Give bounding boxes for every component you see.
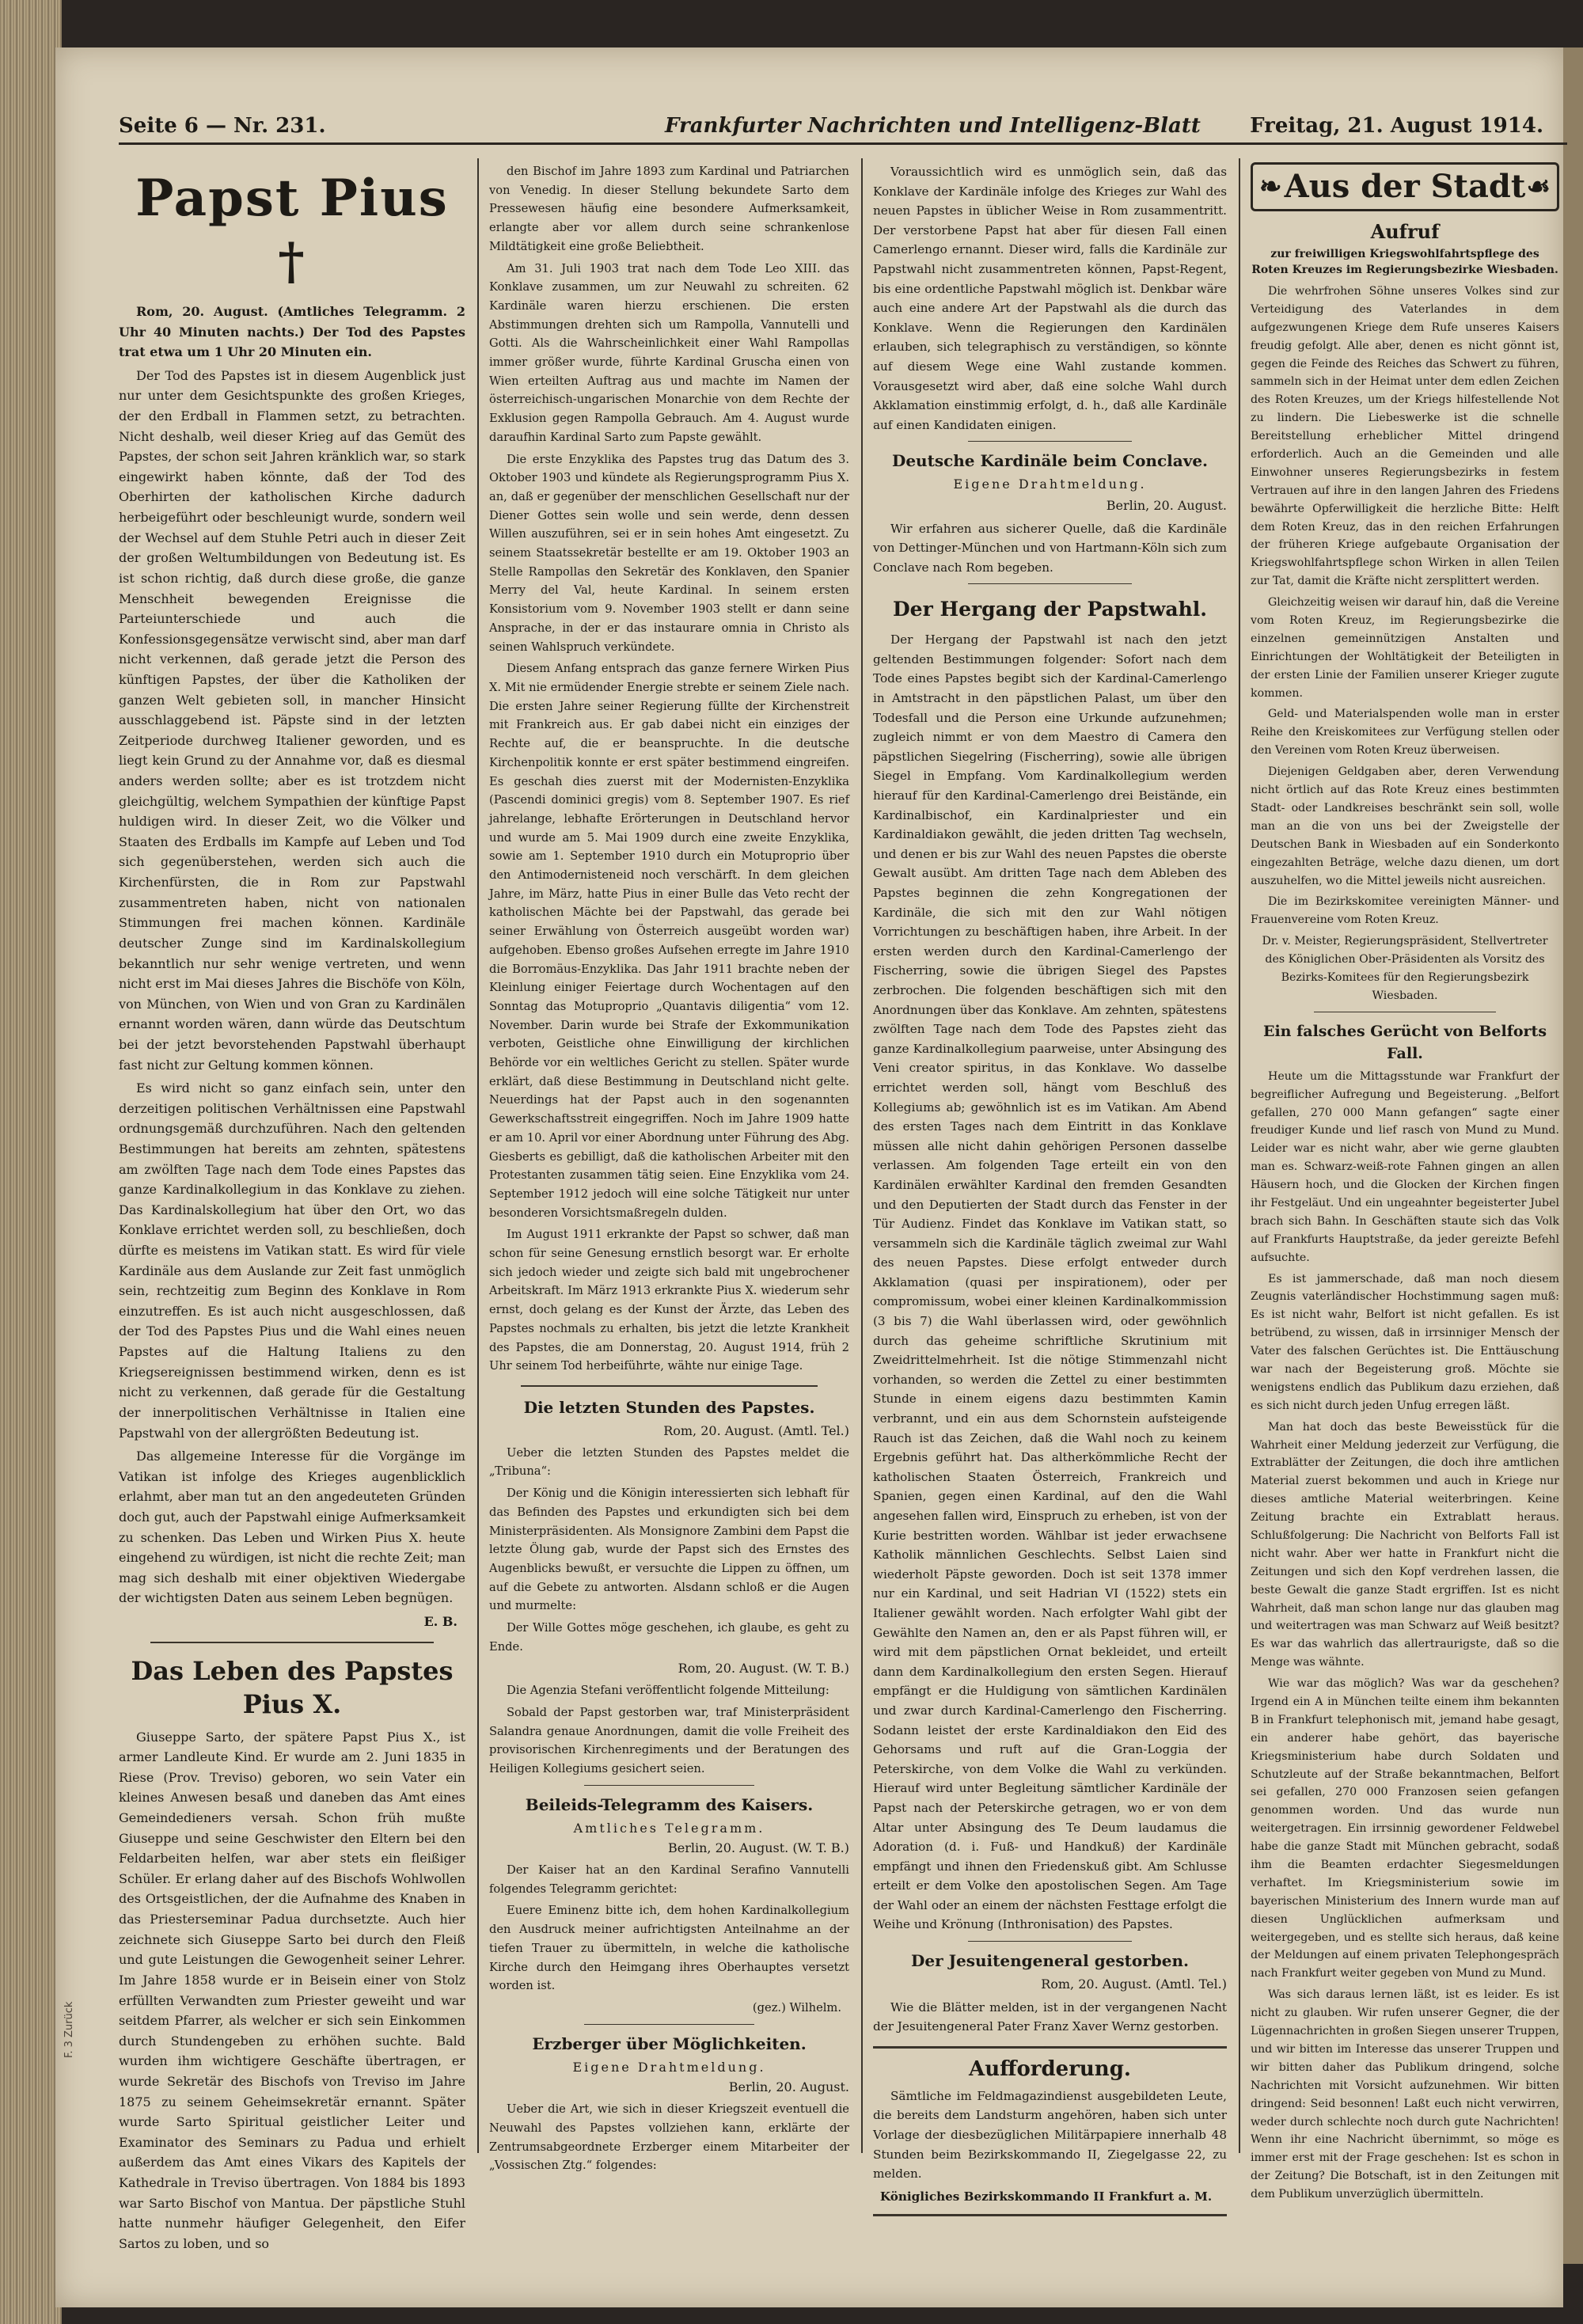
- divider: [584, 2024, 754, 2025]
- column-3: [873, 162, 1227, 2216]
- subheading: Eigene Drahtmeldung.: [953, 477, 1147, 492]
- masthead: [119, 111, 1567, 145]
- dateline: Rom, 20. August. (W. T. B.): [678, 1661, 849, 1677]
- article-paragraph: Diejenigen Geldgaben aber, deren Verwendung nicht örtlich auf das Rote Kreuz eines bestimmten Stadt- oder Landkreises beschränkt sein soll, wolle man an die von uns bei der Zweigstelle der Deutschen Bank in Wiesbaden auf ein Sonderkonto eingezahlten Beträge, welche dazu dienen, um dort auszuhelfen, wo die Mittel jeweils nicht ausreichen.: [1251, 765, 1559, 887]
- divider: [968, 583, 1132, 584]
- ornament-icon: ☙: [1526, 171, 1551, 203]
- headline-jesuitengeneral: Der Jesuitengeneral gestorben.: [911, 1951, 1189, 1971]
- subheading: Amtliches Telegramm.: [573, 1820, 765, 1836]
- book-spine-edge: [0, 0, 62, 2324]
- article-paragraph: Der König und die Königin interessierten sich lebhaft für das Befinden des Papstes und erkundigten sich bei dem Ministerpräsidenten. Als Monsignore Zambini dem Papst die letzte Ölung gab, wurde der Papst sich des Ernstes des Augenblicks bewußt, er versuchte die Lippen zu öffnen, um auf die Gebete zu antworten. Alsdann schloß er die Augen und murmelte:: [489, 1487, 849, 1613]
- dateline: Rom, 20. August. (Amtl. Tel.): [1041, 1977, 1227, 1992]
- article-paragraph: Geld- und Materialspenden wolle man in erster Reihe den Kreiskomitees zur Verfügung stellen oder den Vereinen vom Roten Kreuz überweisen.: [1251, 708, 1559, 758]
- headline-deutsche-kardinaele: Deutsche Kardinäle beim Conclave.: [891, 451, 1209, 471]
- section-title: Aus der Stadt: [1284, 168, 1526, 205]
- headline-aufruf: Aufruf: [1370, 220, 1440, 243]
- column-2: [489, 162, 849, 2178]
- notice-box: [873, 2046, 1227, 2217]
- page-edge-right: [1563, 47, 1583, 2264]
- column-rule: [1239, 158, 1240, 2153]
- article-paragraph: Ueber die letzten Stunden des Papstes meldet die „Tribuna“:: [489, 1445, 849, 1479]
- article-paragraph: Die im Bezirkskomitee vereinigten Männer- und Frauenvereine vom Roten Kreuz.: [1251, 895, 1559, 927]
- notice-text: Sämtliche im Feldmagazindienst ausgebildeten Leute, die bereits dem Landsturm angehören, haben sich unter Vorlage der diesbezüglichen Militärpapiere innerhalb 48 Stunden beim Bezirkskommando II, Ziegelgasse 22, zu melden.: [873, 2088, 1227, 2182]
- article-paragraph: Ueber die Art, wie sich in dieser Kriegszeit eventuell die Neuwahl des Papstes vollziehen kann, erklärte der Zentrumsabgeordnete Erzberger einem Mitarbeiter der „Vossischen Ztg.“ folgendes:: [489, 2102, 849, 2173]
- article-paragraph: Voraussichtlich wird es unmöglich sein, daß das Konklave der Kardinäle infolge des Krieges zur Wahl des neuen Papstes in üblicher Weise in Rom zusammentritt. Der verstorbene Papst hat aber für diesen Fall einen Camerlengo ernannt. Dieser wird, falls die Kardinäle zur Papstwahl nicht zusammentreten können, Papst-Regent, bis eine ordentliche Papstwahl möglich ist. Denkbar wäre auch eine andere Art der Papstwahl als die durch das Konklave. Wenn die Regierungen den Kardinälen erlauben, sich telegraphisch zu verständigen, so könnte auf diesem Wege eine Wahl zustande kommen. Vorausgesetzt wird aber, daß eine solche Wahl durch Akklamation einstimmig erfolgt, d. h., daß alle Kardinäle auf einen Kandidaten einigen.: [873, 165, 1227, 432]
- article-paragraph: Die wehrfrohen Söhne unseres Volkes sind zur Verteidigung des Vaterlandes in dem aufgezwungenen Kriege dem Rufe unseres Kaisers freudig gefolgt. Alle aber, denen es nicht gönnt ist, gegen die Feinde des Reiches das Schwert zu führen, sammeln sich in der Heimat unter dem edlen Zeichen des Roten Kreuzes, um der Kriegs hilfestellende Not zu lindern. Die Liebeswerke ist die schnelle Bereitstellung erheblicher Mittel dringend erforderlich. Auch an die Gemeinden und alle Einwohner unseres Regierungsbezirks in festem Vertrauen auf ihre in den langen Jahren des Friedens bewährte Opferwilligkeit die herzliche Bitte: Helft dem Roten Kreuz, das in den reichen Erfahrungen der früheren Kriege aufgebaute Organisation der Kriegswohlfahrtspflege schon Wirken in allen Teilen zur Tat, damit die Kräfte nicht zersplittert werden.: [1251, 285, 1559, 588]
- article-paragraph: Heute um die Mittagsstunde war Frankfurt der begreiflicher Aufregung und Begeisterung. „Belfort gefallen, 270 000 Mann gefangen“ sagte einer freudiger Kunde und lief rasch von Mund zu Mund. Leider war es nicht wahr, aber wie gerne glaubten man es. Schwarz-weiß-rote Fahnen gingen an allen Häusern hoch, und die Glocken der Kirchen fingen ihr Festgeläut. Und ein ungeahnter begeisterter Jubel brach sich Bahn. In Geschäften staute sich das Volk auf Frankfurts Hauptstraße, da jeder gereizte Befehl aufsuchte.: [1251, 1069, 1559, 1264]
- lead-paragraph: Rom, 20. August. (Amtliches Telegramm. 2 Uhr 40 Minuten nachts.) Der Tod des Papstes trat etwa um 1 Uhr 20 Minuten ein.: [119, 304, 465, 360]
- article-paragraph: Wir erfahren aus sicherer Quelle, daß die Kardinäle von Dettinger-München und von Hartmann-Köln sich zum Conclave nach Rom begeben.: [873, 521, 1227, 575]
- article-paragraph: Diesem Anfang entsprach das ganze fernere Wirken Pius X. Mit nie ermüdender Energie strebte er seinem Ziele nach. Die ersten Jahre seiner Regierung füllte der Kirchenstreit mit Frankreich aus. Er gab dabei nicht ein einziges der Rechte auf, die er beanspruchte. In die deutsche Kirchenpolitik konnte er erst später bestimmend eingreifen. Es geschah dies zuerst mit der Modernisten-Enzyklika (Pascendi dominici gregis) vom 8. September 1907. Es rief jahrelange, lebhafte Erörterungen in Deutschland hervor und wurde am 5. Mai 1909 durch eine zweite Enzyklika, sowie am 1. September 1910 durch ein Motuproprio über den Antimodernisteneid noch verschärft. In dem gleichen Jahre, im März, hatte Pius in einer Bulle das Veto recht der katholischen Mächte bei der Papstwahl, das gerade bei seiner Erwählung von Österreich ausgeübt worden war) aufgehoben. Ebenso großes Aufsehen erregte im Jahre 1910 die Borromäus-Enzyklika. Das Jahr 1911 brachte neben der Kleinlung einiger Feiertage durch Wochentagen auf den Sonntag das Motuproprio „Quantavis diligentia“ vom 12. November. Darin wurde bei Strafe der Exkommunikation verboten, Geistliche ohne Einwilligung der kirchlichen Behörde vor ein weltliches Gericht zu stellen. Später wurde erklärt, daß diese Bestimmung in Deutschland nicht gelte. Neuerdings hat der Papst auch in den sogenannten Gewerkschaftsstreit eingegriffen. Noch im Jahre 1909 hatte er am 10. April vor einer Abordnung unter Führung des Abg. Giesberts es gebilligt, daß die katholischen Arbeiter mit den Protestanten zusammen tätig seien. Eine Enzyklika vom 24. September 1912 jedoch will eine solche Tätigkeit nur unter besonderen Vorsichtsmaßregeln dulden.: [489, 662, 849, 1220]
- article-paragraph: Gleichzeitig weisen wir darauf hin, daß die Vereine vom Roten Kreuz, im Regierungsbezirke die einzelnen gemeinnützigen Anstalten und Einrichtungen der Wohltätigkeit der Beteiligten in der ersten Linie der Familien unserer Krieger zugute kommen.: [1251, 596, 1559, 700]
- newspaper-title: Frankfurter Nachrichten und Intelligenz-Blatt: [665, 114, 1201, 138]
- headline-belfort: Ein falsches Gerücht von Belforts Fall.: [1262, 1022, 1547, 1062]
- article-paragraph: den Bischof im Jahre 1893 zum Kardinal und Patriarchen von Venedig. In dieser Stellung bekundete Sarto dem Pressewesen häufig eine besondere Aufmerksamkeit, erlangte aber vor allem durch seine schrankenlose Mildtätigkeit eine große Beliebtheit.: [489, 165, 849, 253]
- author-signature: E. B.: [423, 1614, 457, 1629]
- article-paragraph: Am 31. Juli 1903 trat nach dem Tode Leo XIII. das Konklave zusammen, um zur Neuwahl zu schreiten. 62 Kardinäle waren hierzu erschienen. Die ersten Abstimmungen drehten sich um Rampolla, Vannutelli und Gotti. Als die Wahrscheinlichkeit einer Wahl Rampollas immer größer wurde, führte Kardinal Gruscha einen von Wien erteilten Auftrag aus und machte im Namen der österreichisch-ungarischen Monarchie von dem Rechte der Exklusion gegen Rampolla Gebrauch. Am 4. August wurde daraufhin Kardinal Sarto zum Papste gewählt.: [489, 261, 849, 444]
- divider: [584, 1785, 754, 1786]
- article-paragraph: Giuseppe Sarto, der spätere Papst Pius X., ist armer Landleute Kind. Er wurde am 2. Juni 1835 in Riese (Prov. Treviso) geboren, wo sein Vater ein kleines Anwesen besaß und daneben das Amt eines Gemeindedieners versah. Schon früh mußte Giuseppe und seine Geschwister den Eltern bei den Feldarbeiten helfen, war aber stets ein fleißiger Schüler. Er erlang daher auf des Bischofs Wohlwollen des Ortsgeistlichen, der die Aufnahme des Knaben in das Priesterseminar Padua durchsetzte. Auch hier zeichnete sich Giuseppe Sarto bei durch den Fleiß und gute Leistungen die Gewogenheit seiner Lehrer. Im Jahre 1858 wurde er in Beisein einer von Stolz erfüllten Verwandten zum Priester geweiht und war seitdem Pfarrer, als welcher er sich sein Einkommen durch Stundengeben zu erhöhen suchte. Bald wurden ihm wichtigere Geschäfte übertragen, er wurde Sekretär des Bischofs von Treviso im Jahre 1875 zu seinem Geheimsekretär ernannt. Später wurde Sarto Spiritual geistlicher Leiter und Examinator des Seminars zu Padua und erhielt außerdem das Amt eines Vikars des Kapitels der Kathedrale in Treviso übertragen. Von 1884 bis 1893 war Sarto Bischof von Mantua. Der päpstliche Stuhl hatte nunmehr häufiger Gelegenheit, den Eifer Sartos zu loben, und so: [119, 1729, 465, 2251]
- article-paragraph: Was sich daraus lernen läßt, ist es leider. Es ist nicht zu glauben. Wir rufen unserer Gegner, die der Lügennachrichten in großen Siegen unserer Truppen, und wir bitten im Interesse das unserer Truppen und wir bitten daher das Publikum dringend, solche Nachrichten mit Vorsicht aufzunehmen. Wir bitten dringend: Seid besonnen! Laßt euch nicht verwirren, weder durch schlechte noch durch gute Nachrichten! Wenn ihr eine Nachricht übernimmt, so möge es immer erst mit der Frage geschehen: Ist es schon in der Zeitung? Die Botschaft, ist in den Zeitungen mit dem Publikum unverzüglich übermitteln.: [1251, 1988, 1559, 2201]
- divider: [968, 441, 1132, 442]
- dateline: Berlin, 20. August.: [1106, 497, 1227, 513]
- signature: (gez.) Wilhelm.: [752, 2000, 841, 2015]
- article-paragraph: Sobald der Papst gestorben war, traf Ministerpräsident Salandra genaue Anordnungen, damit die volle Freiheit des provisorischen Kirchenregiments und der Beratungen des Heiligen Kollegiums gesichert seien.: [489, 1705, 849, 1775]
- headline-beileids-telegramm: Beileids-Telegramm des Kaisers.: [525, 1794, 814, 1814]
- headline-erzberger: Erzberger über Möglichkeiten.: [532, 2034, 807, 2053]
- dateline: Rom, 20. August. (Amtl. Tel.): [663, 1423, 849, 1438]
- headline-hergang-papstwahl: Der Hergang der Papstwahl.: [893, 598, 1207, 621]
- article-paragraph: Der Hergang der Papstwahl ist nach den jetzt geltenden Bestimmungen folgender: Sofort nach dem Tode eines Papstes begibt sich der Kardinal-Camerlengo in Amtstracht in den päpstlichen Palast, um über den Todesfall und die Person eine Urkunde aufzunehmen; zugleich nimmt er von dem Maestro di Camera den päpstlichen Siegelring (Fischerring), sowie alle übrigen Siegel in Empfang. Vom Kardinalkollegium werden hierauf für den Kardinal-Camerlengo drei Beistände, ein Kardinalbischof, ein Kardinalpriester und ein Kardinaldiakon gewählt, die jeden dritten Tag wechseln, und denen er bis zur Wahl des neuen Papstes die oberste Gewalt ausübt. Am dritten Tage nach dem Ableben des Papstes beginnen die zehn Kongregationen der Kardinäle, die sich mit den zur Wahl nötigen Vorrichtungen zu beschäftigen haben, ihre Arbeit. In der ersten werden durch den Kardinal-Camerlengo der Fischerring, sowie die übrigen Siegel des Papstes zerbrochen. Die folgenden beschäftigen sich mit den Anordnungen über das Konklave. Am zehnten, spätestens zwölften Tage nach dem Tode des Papstes zieht das ganze Kardinalkollegium paarweise, unter Absingung des Veni creator spiritus, in das Konklave. Wo dasselbe errichtet werden soll, hängt vom Beschluß des Kollegiums ab; gewöhnlich ist es im Vatikan. Am Abend des ersten Tages nach dem Eintritt in das Konklave müssen alle nicht dahin gehörigen Personen dasselbe verlassen. Am folgenden Tage erteilt ein von den Kardinälen erwählter Kardinal den fremden Gesandten und den Deputierten der Stadt durch das Fenster in der Tür Audienz. Findet das Konklave im Vatikan statt, so versammeln sich die Kardinäle täglich zweimal zur Wahl des neuen Papstes. Diese erfolgt entweder durch Akklamation (quasi per inspirationem), oder per compromissum, wobei einer kleinen Kardinalkommission (3 bis 7) die Wahl überlassen wird, oder gewöhnlich durch das geheime schriftliche Skrutinium mit Zweidrittelmehrheit. Ist die nötige Stimmenzahl nicht vorhanden, so werden die Zettel zu einer bestimmten Stunde in einem eigens dazu bestimmten Kamin verbrannt, und ein aus dem Schornstein aufsteigende Rauch ist das Zeichen, daß die Wahl noch zu keinem Ergebnis geführt hat. Das altherkömmliche Recht der katholischen Staaten Österreich, Frankreich und Spanien, gegen einen Kardinal, auf den die Wahl angesehen fallen wird, Einspruch zu erheben, ist von der Kurie bestritten worden. Wählbar ist jeder erwachsene Katholik männlichen Geschlechts. Selbst Laien sind wiederholt Päpste geworden. Doch ist seit 1378 immer nur ein Kardinal, und seit Hadrian VI (1522) stets ein Italiener gewählt worden. Nach erfolgter Wahl gibt der Gewählte den Namen an, den er als Papst führen will, er wird mit dem päpstlichen Ornat bekleidet, und erteilt dann dem Kardinalkollegium den ersten Segen. Hierauf empfängt er die Huldigung von sämtlichen Kardinälen und zwar durch Kardinal-Camerlengo den Fischerring. Sodann leistet der erste Kardinaldiakon den Eid des Gehorsams und ruft auf die Gran-Loggia der Peterskirche, von dem Volke die Wahl zu verkünden. Hierauf wird unter Begleitung sämtlicher Kardinäle der Papst nach der Peterskirche getragen, wo er von dem Altar unter Absingung des Te Deum laudamus die Adoration (d. i. Fuß- und Handkuß) der Kardinäle empfängt und ihnen den Friedenskuß gibt. Am Schlusse erteilt er dem Volke den apostolischen Segen. Am Tage der Wahl oder an einem der nächsten Festtage erfolgt die Weihe und Krönung (Inthronisation) des Papstes.: [873, 632, 1227, 1932]
- headline-aufforderung: Aufforderung.: [969, 2056, 1131, 2081]
- aufruf-subtitle: zur freiwilligen Kriegswohlfahrtspflege des Roten Kreuzes im Regierungsbezirke Wiesbaden.: [1251, 248, 1558, 276]
- article-paragraph: Wie war das möglich? Was war da geschehen? Irgend ein A in München teilte einem ihm bekannten B in Frankfurt telephonisch mit, jemand habe gesagt, ein anderer habe gehört, das bayerische Kriegsministerium habe durch Soldaten und Schutzleute auf der Straße bekanntmachen, Belfort sei gefallen, 270 000 Franzosen seien gefangen genommen worden. Und das wurde nun weitergetragen. Ein irrsinnig gewordener Feldwebel habe die ganze Stadt mit München gebracht, sodaß ihm die Beamten erdachter Siegesmeldungen verhaftet. Im Kriegsministerium sowie im bayerischen Ministerium des Innern wurde man auf diesen Unglücklichen aufmerksam und weitergegeben, und es stellte sich heraus, daß keine der Meldungen auf einem privaten Telephongespräch nach Frankfurt weiter gegeben von Mund zu Mund.: [1251, 1677, 1559, 1980]
- article-paragraph: Man hat doch das beste Beweisstück für die Wahrheit einer Meldung jederzeit zur Verfügung, die Extrablätter der Zeitungen, die doch ihre amtlichen Material zuerst bekommen und auch in Kriege nur dieses amtliche Material weiterbringen. Keine Zeitung brachte ein Extrablatt heraus. Schlußfolgerung: Die Nachricht von Belforts Fall ist nicht wahr. Aber wer hatte in Frankfurt nicht die Zeitungen und sich den Kopf verdrehen lassen, die beste Gewalt die ganze Stadt ergriffen. Ist es nicht Wahrheit, daß man schon lange nur das glauben mag und weitertragen was man Schwarz auf Weiß besitzt? Es war das wahrlich das allertraurigste, daß so die Menge was wähnte.: [1251, 1420, 1559, 1669]
- dateline: Berlin, 20. August. (W. T. B.): [668, 1840, 849, 1856]
- divider: [968, 1941, 1132, 1942]
- article-paragraph: Der Kaiser hat an den Kardinal Serafino Vannutelli folgendes Telegramm gerichtet:: [489, 1863, 849, 1896]
- issue-date: Freitag, 21. August 1914.: [1250, 114, 1543, 138]
- article-paragraph: Die Agenzia Stefani veröffentlicht folgende Mitteilung:: [507, 1684, 829, 1698]
- headline-papst-pius: Papst Pius †: [135, 169, 449, 291]
- article-paragraph: Das allgemeine Interesse für die Vorgänge im Vatikan ist infolge des Krieges augenblicklich erlahmt, aber man tut an den angedeuteten Gründen doch gut, auch der Papstwahl einige Aufmerksamkeit zu schenken. Das Leben und Wirken Pius X. heute eingehend zu würdigen, ist nicht die rechte Zeit; man mag sich deshalb mit einer objektiven Wiedergabe der wichtigsten Daten aus seinem Leben begnügen.: [119, 1449, 465, 1606]
- article-paragraph: Im August 1911 erkrankte der Papst so schwer, daß man schon für seine Genesung ernstlich besorgt war. Er erholte sich jedoch wieder und zeigte sich bald mit ungebrochener Arbeitskraft. Im März 1913 erkrankte Pius X. wiederum sehr ernst, doch gelang es der Kunst der Ärzte, das Leben des Papstes nochmals zu erhalten, bis jetzt die letzte Krankheit des Papstes, die am Donnerstag, 20. August 1914, früh 2 Uhr seinem Tod herbeiführte, wähte nur einige Tage.: [489, 1228, 849, 1373]
- article-paragraph: Euere Eminenz bitte ich, dem hohen Kardinalkollegium den Ausdruck meiner aufrichtigsten Anteilnahme an der tiefen Trauer zu übermitteln, in welche die katholische Kirche durch den Heimgang ihres Oberhauptes versetzt worden ist.: [489, 1904, 849, 1993]
- article-paragraph: Der Wille Gottes möge geschehen, ich glaube, es geht zu Ende.: [489, 1621, 849, 1654]
- column-4: [1251, 162, 1559, 2207]
- article-paragraph: Wie die Blätter melden, ist in der vergangenen Nacht der Jesuitengeneral Pater Franz Xaver Wernz gestorben.: [873, 1999, 1227, 2034]
- article-paragraph: Es ist jammerschade, daß man noch diesem Zeugnis vaterländischer Hochstimmung sagen muß: Es ist nicht wahr, Belfort ist nicht gefallen. Es ist betrübend, zu wissen, daß in irrsinniger Mensch der Vater des falschen Gerüchtes ist. Die Enttäuschung war nach der Begeisterung groß. Möchte sie wenigstens endlich das Publikum dazu erziehen, daß es sich nicht durch jeden Unfug erregen läßt.: [1251, 1272, 1559, 1412]
- signatory: Dr. v. Meister, Regierungspräsident, Stellvertreter des Königlichen Ober-Präsidenten als Vorsitz des Bezirks-Komitees für den Regierungsbezirk Wiesbaden.: [1262, 935, 1548, 1002]
- column-rule: [477, 158, 479, 2153]
- dateline: Berlin, 20. August.: [728, 2079, 849, 2095]
- section-header-box: [1251, 162, 1559, 211]
- column-rule: [861, 158, 863, 2153]
- divider: [521, 1385, 818, 1387]
- column-1: [119, 162, 465, 2257]
- headline-letzten-stunden: Die letzten Stunden des Papstes.: [523, 1398, 815, 1417]
- article-paragraph: Der Tod des Papstes ist in diesem Augenblick just nur unter dem Gesichtspunkte des großen Krieges, der den Erdball in Flammen setzt, zu betrachten. Nicht deshalb, weil dieser Krieg auf das Gemüt des Papstes, der schon seit Jahren kränklich war, so stark eingewirkt haben könnte, daß der Tod des Oberhirten der katholischen Kirche dadurch herbeigeführt oder beschleunigt wurde, sondern weil der Wechsel auf dem Stuhle Petri auch in dieser Zeit der großen Weltumbildungen von Bedeutung ist. Es ist schon richtig, daß durch diese große, die ganze Menschheit bewegenden Ereignisse die Parteiunterschiede und auch die Konfessionsgegensätze verwischt sind, aber man darf nicht verkennen, daß gerade jetzt die Person des künftigen Papstes, der über die Katholiken der ganzen Welt gebieten soll, in mancher Hinsicht ausschlaggebend ist. Päpste sind in der letzten Zeitperiode durchweg Italiener geworden, und es liegt kein Grund zu der Annahme vor, daß es diesmal anders werden sollte; aber es ist trotzdem nicht gleichgültig, welchem Sympathien der künftige Papst huldigen wird. In dieser Zeit, wo die Völker und Staaten des Erdballs im Kampfe auf Leben und Tod sich gegenüberstehen, werden sich auch die Kirchenfürsten, die in Rom zur Papstwahl zusammentreten haben, nicht von nationalen Stimmungen frei machen können. Kardinäle deutscher Zunge sind im Kardinalskollegium bekanntlich nur sehr wenige vertreten, und wenn nicht erst im Mai dieses Jahres die Bischöfe von Köln, von München, von Wien und von Gran zu Kardinälen ernannt worden wären, dann würde das Deutschtum bei der jetzt bevorstehenden Papstwahl überhaupt fast nicht zur Geltung kommen können.: [119, 367, 465, 1073]
- divider: [150, 1642, 434, 1643]
- notice-signature: Königliches Bezirkskommando II Frankfurt a. M.: [879, 2189, 1213, 2204]
- headline-leben-des-papstes: Das Leben des Papstes Pius X.: [131, 1655, 454, 1719]
- article-paragraph: Es wird nicht so ganz einfach sein, unter den derzeitigen politischen Verhältnissen eine Papstwahl ordnungsgemäß durchzuführen. Nach den geltenden Bestimmungen hat bereits am zehnten, spätestens am zwölften Tage nach dem Tode eines Papstes das ganze Kardinalkollegium in das Konklave zu ziehen. Das Kardinalskollegium hat über den Ort, wo das Konklave errichtet werden soll, zu beschließen, doch dürfte es meistens im Vatikan statt. Es wird für viele Kardinäle aus dem Auslande zur Zeit fast unmöglich sein, rechtzeitig zum Beginn des Konklave in Rom einzutreffen. Es ist auch nicht ausgeschlossen, daß der Tod des Papstes Pius und die Wahl eines neuen Papstes auf die Haltung Italiens zu den Kriegsereignissen bestimmend wirken, denn es ist nicht zu verkennen, daß gerade für die Gestaltung der innerpolitischen Verhältnisse in Italien eine Papstwahl von der allergrößten Bedeutung ist.: [119, 1080, 465, 1441]
- ornament-icon: ❧: [1259, 171, 1282, 203]
- page-number: Seite 6 — Nr. 231.: [119, 114, 326, 138]
- archive-stamp: F. 3 Zurück: [63, 2001, 75, 2058]
- article-paragraph: Die erste Enzyklika des Papstes trug das Datum des 3. Oktober 1903 und kündete als Regierungsprogramm Pius X. an, daß er gegenüber der menschlichen Gesellschaft nur der Diener Gottes sein wolle und sein werde, denn dessen Willen auszuführen, sei er in sein hohes Amt eingesetzt. Zu seinem Staatssekretär bestellte er am 19. Oktober 1903 an Stelle Rampollas den Sekretär des Konklaven, den Spanier Merry del Val, heute Kardinal. In seinem ersten Konsistorium vom 9. November 1903 stellt er dann seine Ansprache, in der er das instaurare omnia in Christo als seinen Wahlspruch verkündete.: [489, 452, 849, 654]
- subheading: Eigene Drahtmeldung.: [572, 2059, 766, 2075]
